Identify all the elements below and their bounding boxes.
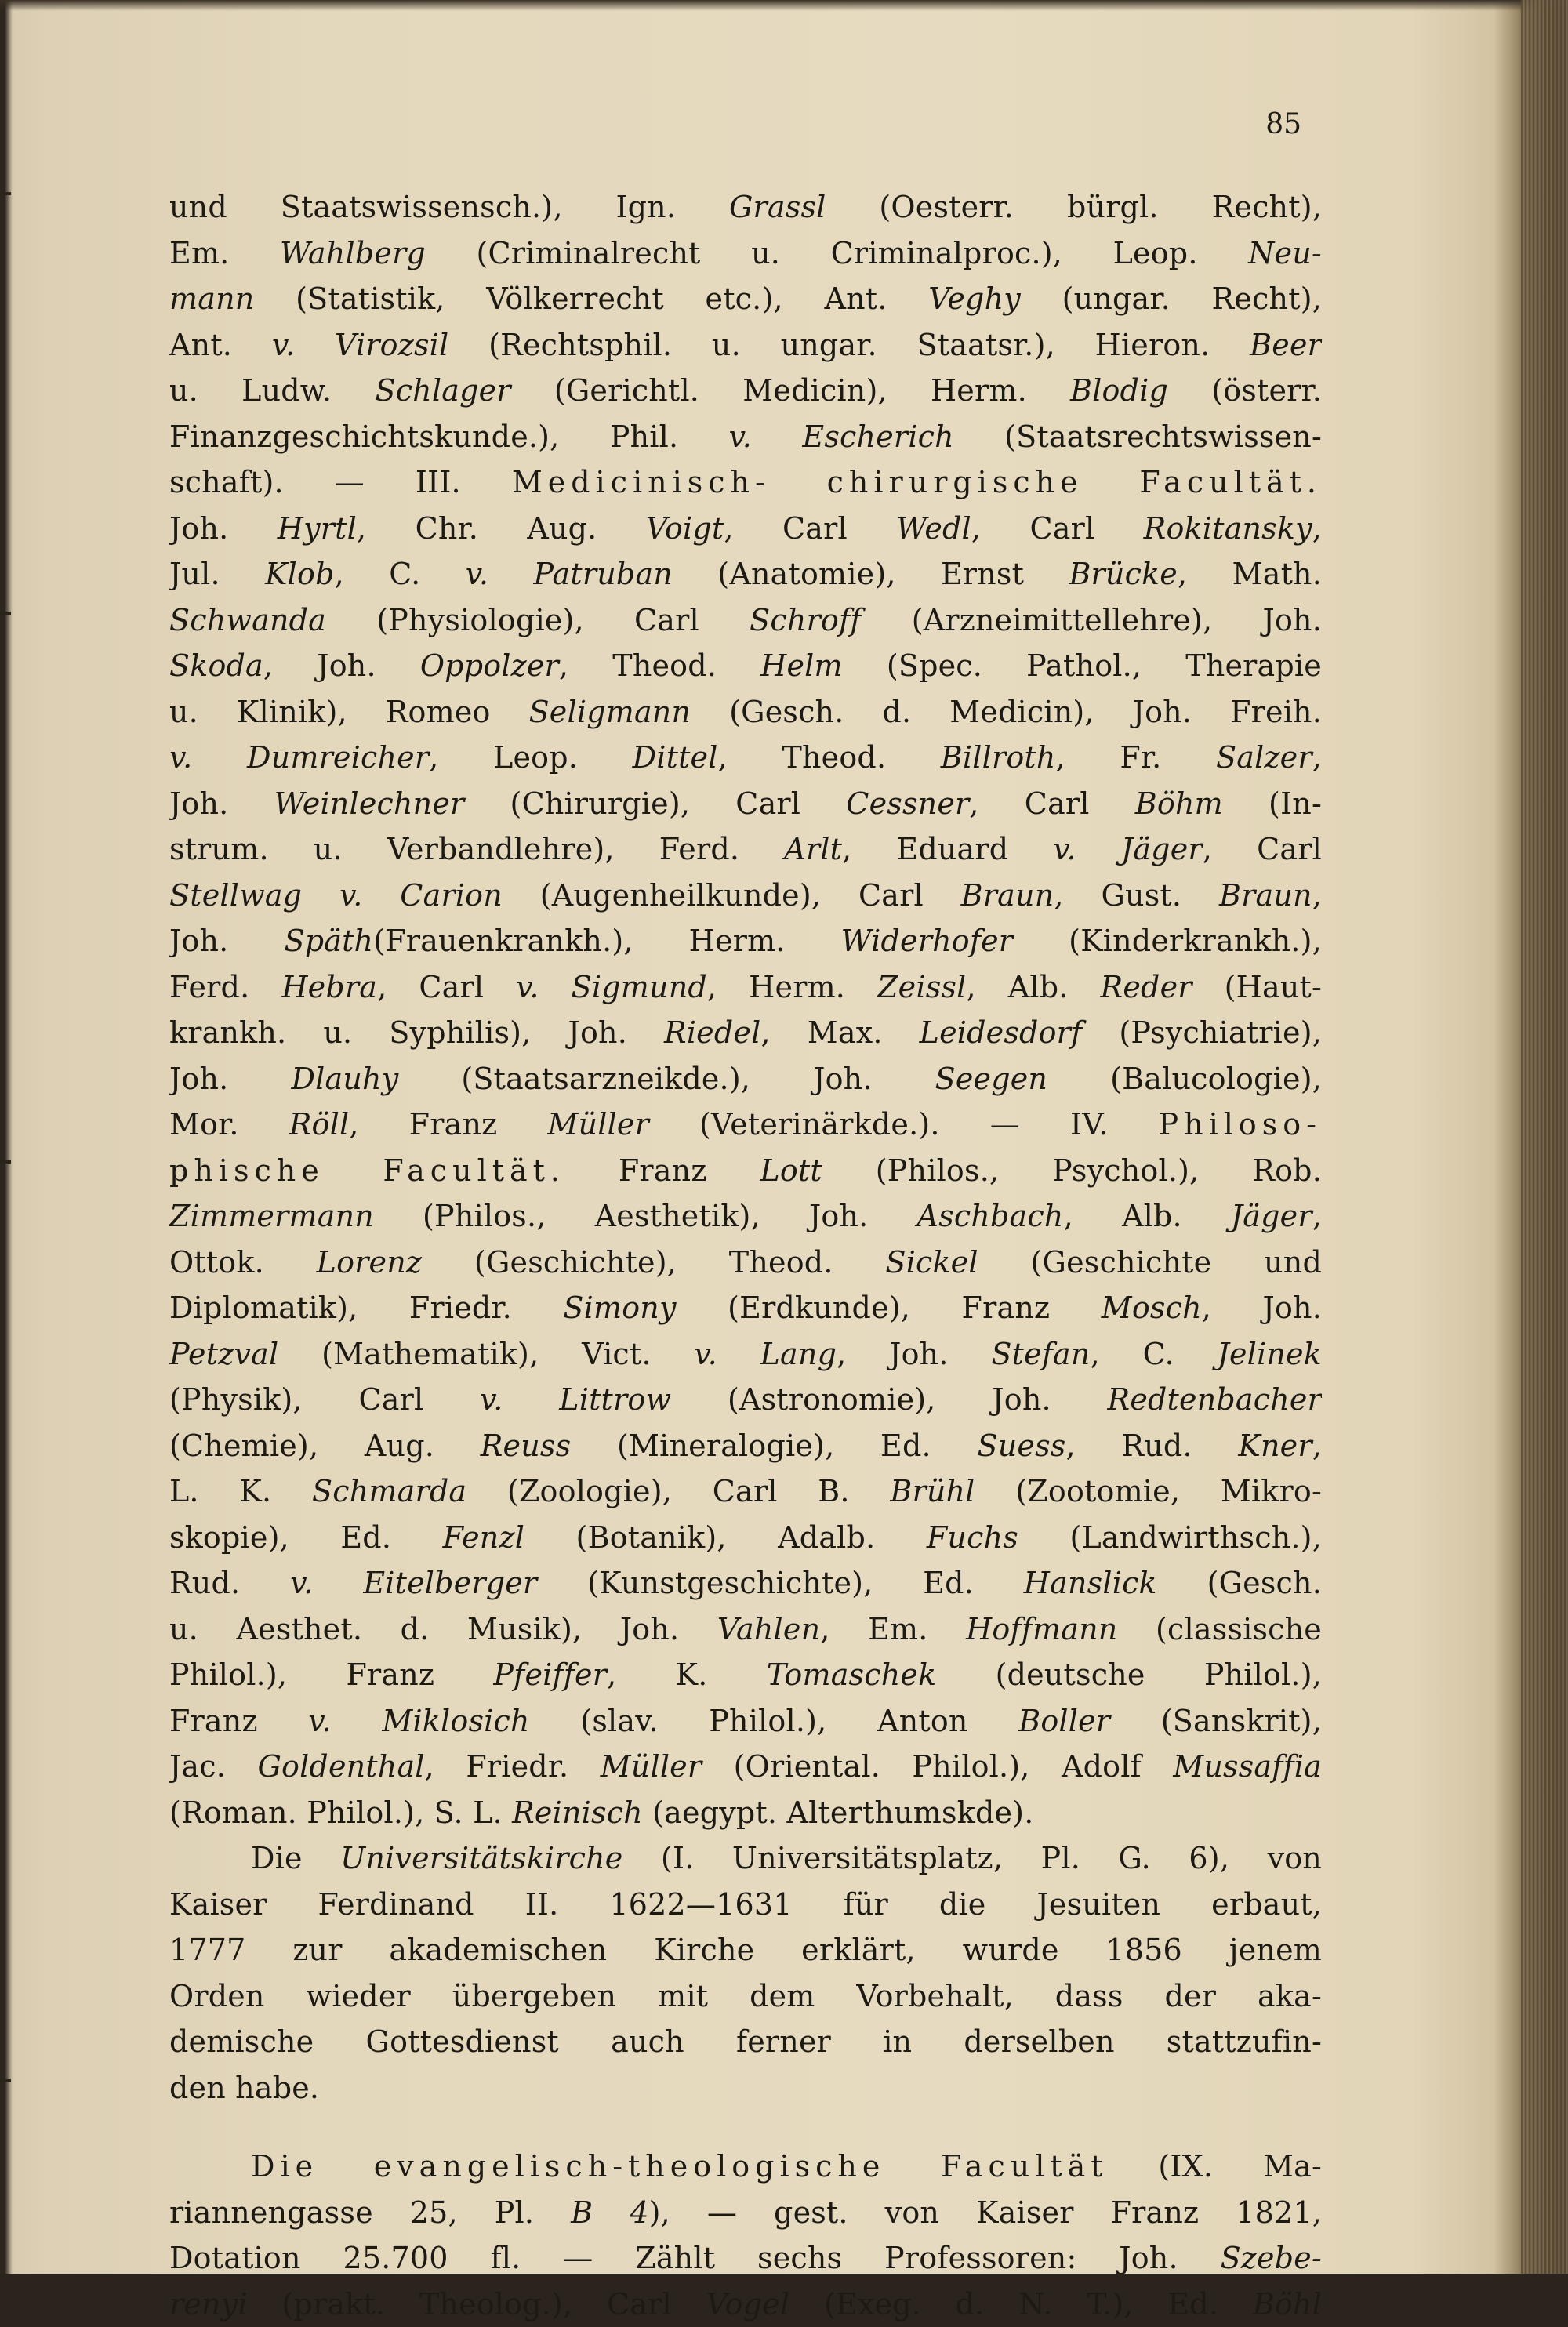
text-line: Skoda, Joh. Oppolzer, Theod. Helm (Spec. Pathol., Therapie xyxy=(169,643,1322,689)
italic-name: Arlt xyxy=(784,832,842,866)
italic-name: Goldenthal xyxy=(257,1749,424,1784)
italic-name: Kner xyxy=(1238,1429,1312,1463)
italic-name: Reinisch xyxy=(512,1795,643,1830)
italic-name: Böhm xyxy=(1135,786,1223,821)
italic-name: Brühl xyxy=(890,1474,975,1508)
text-line: u. Klinik), Romeo Seligmann (Gesch. d. Medicin), Joh. Freih. xyxy=(169,689,1322,735)
italic-name: Schroff xyxy=(750,603,861,637)
italic-name: Helm xyxy=(760,648,843,683)
text-line: Orden wieder übergeben mit dem Vorbehalt, dass der aka- xyxy=(169,1973,1322,2020)
text-line: u. Aesthet. d. Musik), Joh. Vahlen, Em. Hoffmann (classische xyxy=(169,1606,1322,1653)
text-line: Ottok. Lorenz (Geschichte), Theod. Sickel (Geschichte und xyxy=(169,1240,1322,1286)
italic-name: Hyrtl xyxy=(278,511,357,546)
text-line: (Roman. Philol.), S. L. Reinisch (aegypt. Alterthumskde). xyxy=(169,1790,1322,1836)
italic-name: Reder xyxy=(1101,970,1192,1004)
italic-name: Riedel xyxy=(664,1015,760,1050)
italic-name: Lorenz xyxy=(317,1245,422,1280)
text-line: Rud. v. Eitelberger (Kunstgeschichte), Ed. Hanslick (Gesch. xyxy=(169,1560,1322,1606)
italic-name: Braun xyxy=(961,878,1054,913)
italic-name: Beer xyxy=(1250,328,1322,362)
text-line: Zimmermann (Philos., Aesthetik), Joh. Aschbach, Alb. Jäger, xyxy=(169,1193,1322,1240)
italic-name: Vahlen xyxy=(717,1612,820,1646)
italic-name: v. Jäger xyxy=(1053,832,1202,866)
italic-name: Jäger xyxy=(1231,1199,1312,1233)
italic-name: Weinlechner xyxy=(274,786,465,821)
italic-name: v. Sigmund xyxy=(516,970,707,1004)
italic-name: Sickel xyxy=(885,1245,978,1280)
text-line: Diplomatik), Friedr. Simony (Erdkunde), Franz Mosch, Joh. xyxy=(169,1285,1322,1331)
text-line: Finanzgeschichtskunde.), Phil. v. Escherich (Staatsrechtswissen- xyxy=(169,414,1322,460)
text-line: den habe. xyxy=(169,2065,1322,2111)
text-line: Mor. Röll, Franz Müller (Veterinärkde.). — IV. Philoso- xyxy=(169,1102,1322,1148)
italic-name: Leidesdorf xyxy=(920,1015,1083,1050)
italic-name: Reuss xyxy=(481,1429,572,1463)
italic-name: Neu- xyxy=(1248,236,1322,270)
italic-name: Schwanda xyxy=(169,603,326,637)
text-line: Joh. Weinlechner (Chirurgie), Carl Cessner, Carl Böhm (In- xyxy=(169,781,1322,827)
italic-name: Boller xyxy=(1018,1704,1110,1738)
italic-name: Aschbach xyxy=(917,1199,1064,1233)
text-line: Stellwag v. Carion (Augenheilkunde), Carl Braun, Gust. Braun, xyxy=(169,873,1322,919)
italic-name: Hoffmann xyxy=(966,1612,1117,1646)
italic-name: Fenzl xyxy=(443,1520,524,1555)
italic-name: Veghy xyxy=(928,281,1021,316)
italic-name: v. Patruban xyxy=(466,557,673,591)
text-line: strum. u. Verbandlehre), Ferd. Arlt, Eduard v. Jäger, Carl xyxy=(169,826,1322,873)
italic-name: Müller xyxy=(601,1749,702,1784)
text-line: Jac. Goldenthal, Friedr. Müller (Oriental. Philol.), Adolf Mussaffia xyxy=(169,1744,1322,1790)
italic-name: v. Dumreicher xyxy=(169,740,429,775)
italic-name: Zeissl xyxy=(877,970,966,1004)
page-number: 85 xyxy=(1254,108,1301,140)
text-line: Dotation 25.700 fl. — Zählt sechs Professoren: Joh. Szebe- xyxy=(169,2235,1322,2282)
italic-name: Vogel xyxy=(706,2287,790,2322)
italic-name: mann xyxy=(169,281,254,316)
italic-name: Redtenbacher xyxy=(1108,1382,1322,1417)
italic-name: Tomaschek xyxy=(767,1657,937,1692)
text-line: L. K. Schmarda (Zoologie), Carl B. Brühl (Zootomie, Mikro- xyxy=(169,1468,1322,1515)
text-line: renyi (prakt. Theolog.), Carl Vogel (Exeg. d. N. T.), Ed. Böhl xyxy=(169,2282,1322,2327)
text-line: Joh. Späth(Frauenkrankh.), Herm. Widerhofer (Kinderkrankh.), xyxy=(169,918,1322,964)
text-line: Schwanda (Physiologie), Carl Schroff (Arzneimittellehre), Joh. xyxy=(169,597,1322,644)
italic-name: Mosch xyxy=(1102,1291,1202,1325)
text-line: Joh. Hyrtl, Chr. Aug. Voigt, Carl Wedl, Carl Rokitansky, xyxy=(169,506,1322,552)
italic-name: Böhl xyxy=(1253,2287,1322,2322)
italic-name: Grassl xyxy=(729,190,826,224)
italic-name: Oppolzer xyxy=(420,648,559,683)
italic-name: Dlauhy xyxy=(291,1062,398,1096)
italic-name: Seligmann xyxy=(529,695,691,729)
italic-name: Schmarda xyxy=(312,1474,466,1508)
italic-name: Simony xyxy=(563,1291,676,1325)
spaced-heading: Philoso- xyxy=(1159,1107,1322,1142)
italic-name: Jelinek xyxy=(1218,1337,1322,1371)
italic-name: Wedl xyxy=(896,511,971,546)
italic-name: Hebra xyxy=(281,970,377,1004)
text-line: Ant. v. Virozsil (Rechtsphil. u. ungar. Staatsr.), Hieron. Beer xyxy=(169,322,1322,368)
italic-name: Widerhofer xyxy=(841,924,1014,958)
text-line: phische Facultät. Franz Lott (Philos., Psychol.), Rob. xyxy=(169,1148,1322,1194)
italic-name: v. Eitelberger xyxy=(290,1566,537,1600)
text-line: 1777 zur akademischen Kirche erklärt, wurde 1856 jenem xyxy=(169,1927,1322,1973)
italic-name: renyi xyxy=(169,2287,248,2322)
italic-name: v. Escherich xyxy=(729,419,954,454)
text-line: skopie), Ed. Fenzl (Botanik), Adalb. Fuchs (Landwirthsch.), xyxy=(169,1515,1322,1561)
text-line: (Chemie), Aug. Reuss (Mineralogie), Ed. Suess, Rud. Kner, xyxy=(169,1423,1322,1469)
italic-name: Mussaffia xyxy=(1173,1749,1322,1784)
text-line: (Physik), Carl v. Littrow (Astronomie), Joh. Redtenbacher xyxy=(169,1377,1322,1423)
italic-name: Suess xyxy=(977,1429,1065,1463)
italic-name: Seegen xyxy=(935,1062,1048,1096)
italic-name: Petzval xyxy=(169,1337,278,1371)
text-line: Philol.), Franz Pfeiffer, K. Tomaschek (deutsche Philol.), xyxy=(169,1652,1322,1698)
italic-name: Stefan xyxy=(991,1337,1090,1371)
italic-name: Skoda xyxy=(169,648,263,683)
spaced-heading: Medicinisch- chirurgische Facultät. xyxy=(512,465,1322,499)
italic-name: Klob xyxy=(265,557,335,591)
italic-name: Fuchs xyxy=(927,1520,1018,1555)
spaced-heading: phische Facultät. xyxy=(169,1153,565,1188)
italic-name: Lott xyxy=(760,1153,822,1188)
italic-name: Salzer xyxy=(1216,740,1312,775)
italic-name: v. Lang xyxy=(694,1337,837,1371)
italic-name: Hanslick xyxy=(1024,1566,1157,1600)
italic-name: Pfeiffer xyxy=(493,1657,607,1692)
italic-name: Billroth xyxy=(941,740,1056,775)
text-line: und Staatswissensch.), Ign. Grassl (Oesterr. bürgl. Recht), xyxy=(169,184,1322,231)
italic-name: v. Miklosich xyxy=(308,1704,529,1738)
text-line: Franz v. Miklosich (slav. Philol.), Anton Boller (Sanskrit), xyxy=(169,1698,1322,1744)
spaced-heading: Die evangelisch-theologische Facultät xyxy=(251,2149,1109,2184)
text-line: Em. Wahlberg (Criminalrecht u. Criminalproc.), Leop. Neu- xyxy=(169,231,1322,277)
text-line: riannengasse 25, Pl. B 4), — gest. von Kaiser Franz 1821, xyxy=(169,2190,1322,2236)
text-line: demische Gottesdienst auch ferner in derselben stattzufin- xyxy=(169,2019,1322,2065)
italic-name: Brücke xyxy=(1069,557,1178,591)
italic-name: Stellwag v. Carion xyxy=(169,878,503,913)
italic-name: Müller xyxy=(547,1107,649,1142)
text-line: Petzval (Mathematik), Vict. v. Lang, Joh. Stefan, C. Jelinek xyxy=(169,1331,1322,1378)
text-line: v. Dumreicher, Leop. Dittel, Theod. Billroth, Fr. Salzer, xyxy=(169,735,1322,781)
text-line: Kaiser Ferdinand II. 1622—1631 für die Jesuiten erbaut, xyxy=(169,1882,1322,1928)
italic-name: Späth xyxy=(284,924,373,958)
italic-name: Zimmermann xyxy=(169,1199,374,1233)
text-line: krankh. u. Syphilis), Joh. Riedel, Max. Leidesdorf (Psychiatrie), xyxy=(169,1010,1322,1056)
text-line: mann (Statistik, Völkerrecht etc.), Ant. Veghy (ungar. Recht), xyxy=(169,276,1322,322)
paragraph-gap xyxy=(169,2111,1322,2144)
body-text xyxy=(169,184,1322,2327)
italic-name: v. Virozsil xyxy=(272,328,449,362)
italic-name: Blodig xyxy=(1070,373,1168,408)
italic-name: Dittel xyxy=(633,740,718,775)
text-line: Jul. Klob, C. v. Patruban (Anatomie), Ernst Brücke, Math. xyxy=(169,551,1322,597)
text-line: Die evangelisch-theologische Facultät (IX. Ma- xyxy=(169,2144,1322,2190)
italic-name: v. Littrow xyxy=(480,1382,671,1417)
italic-name: Voigt xyxy=(646,511,724,546)
text-line: schaft). — III. Medicinisch- chirurgische Facultät. xyxy=(169,459,1322,506)
italic-name: Schlager xyxy=(375,373,510,408)
text-line: Die Universitätskirche (I. Universitätsplatz, Pl. G. 6), von xyxy=(169,1835,1322,1882)
italic-name: Universitätskirche xyxy=(340,1841,622,1875)
italic-name: Rokitansky xyxy=(1144,511,1312,546)
text-line: Ferd. Hebra, Carl v. Sigmund, Herm. Zeissl, Alb. Reder (Haut- xyxy=(169,964,1322,1011)
italic-name: Braun xyxy=(1219,878,1312,913)
text-line: u. Ludw. Schlager (Gerichtl. Medicin), Herm. Blodig (österr. xyxy=(169,368,1322,414)
text-line: Joh. Dlauhy (Staatsarzneikde.), Joh. Seegen (Balucologie), xyxy=(169,1056,1322,1102)
italic-name: Szebe- xyxy=(1221,2241,1322,2275)
italic-name: Cessner xyxy=(846,786,969,821)
italic-name: Wahlberg xyxy=(280,236,426,270)
italic-name: B 4 xyxy=(571,2195,648,2230)
italic-name: Röll xyxy=(289,1107,350,1142)
